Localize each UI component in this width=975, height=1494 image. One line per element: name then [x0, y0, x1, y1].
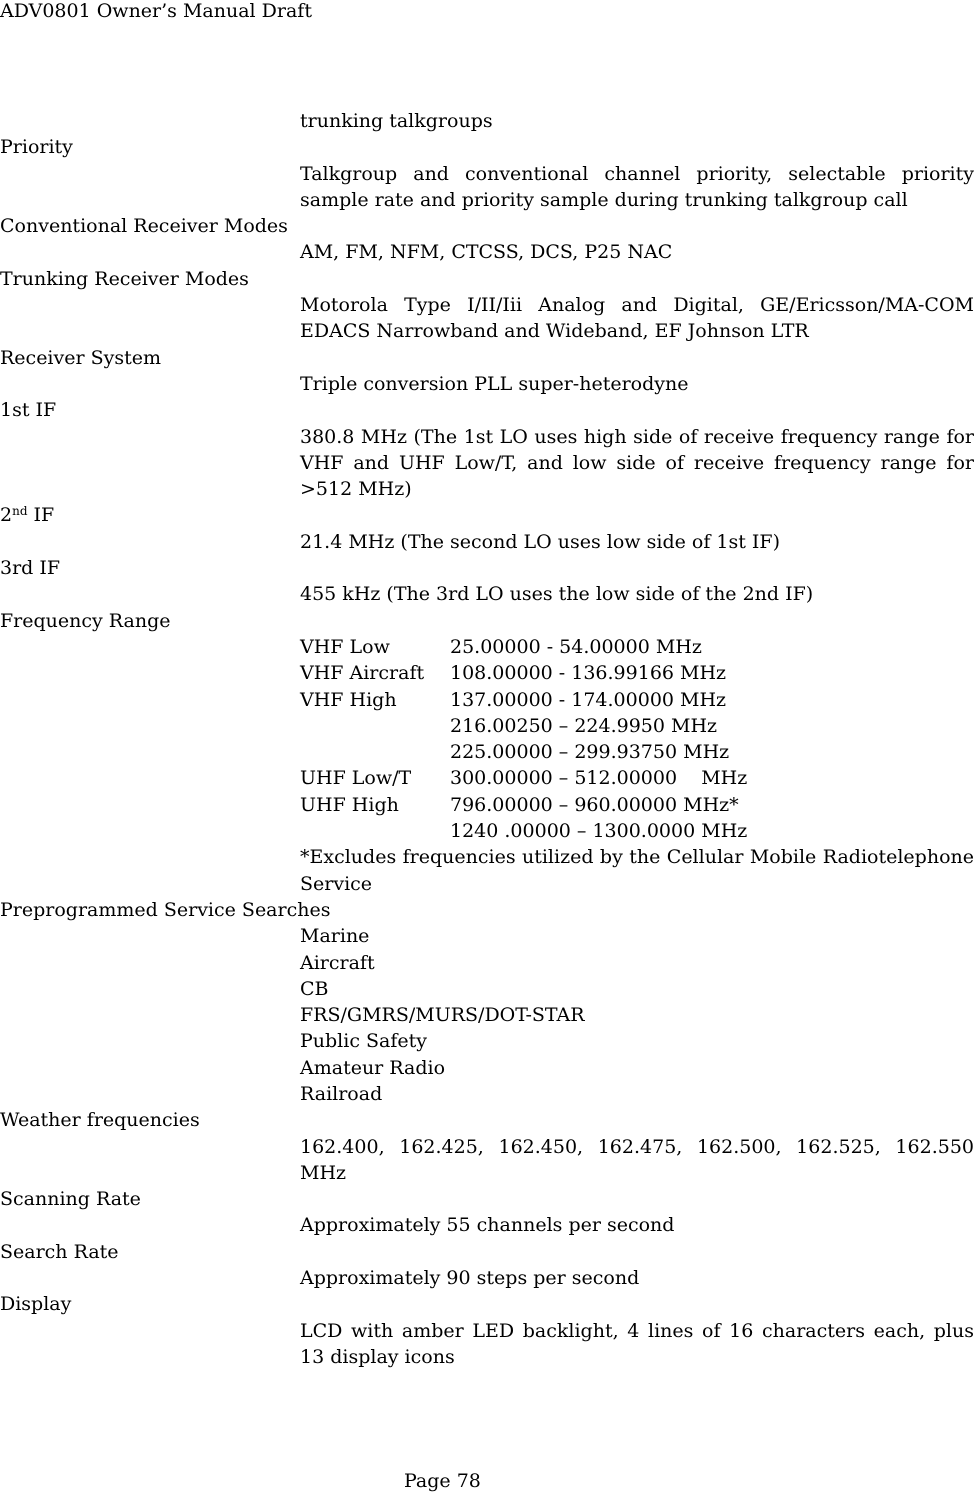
- spec-value-weather: 162.400, 162.425, 162.450, 162.475, 162.500, 162.525, 162.550 MHz: [300, 1135, 974, 1184]
- 2nd-if-suffix: IF: [27, 504, 55, 527]
- frequency-row: [300, 818, 975, 844]
- page-header: ADV0801 Owner’s Manual Draft: [0, 0, 312, 22]
- spec-value-3rd-if: 455 kHz (The 3rd LO uses the low side of the 2nd IF): [300, 583, 814, 606]
- frequency-row: [300, 739, 975, 765]
- spec-label-1st-if: 1st IF: [0, 399, 57, 422]
- spec-label-receiver-system: Receiver System: [0, 346, 162, 369]
- band-name: UHF High: [300, 793, 399, 816]
- band-name: VHF High: [300, 688, 397, 711]
- frequency-row: [300, 765, 975, 791]
- spec-label-3rd-if: 3rd IF: [0, 557, 61, 580]
- spec-value-scanning-rate: Approximately 55 channels per second: [300, 1214, 675, 1237]
- band-range: 796.00000 – 960.00000 MHz*: [450, 793, 739, 816]
- frequency-range-note: *Excludes frequencies utilized by the Cellular Mobile Radiotelephone Service: [300, 846, 974, 895]
- spec-label-service-searches: Preprogrammed Service Searches: [0, 898, 331, 921]
- 2nd-if-ordinal: nd: [12, 504, 28, 519]
- intro-continuation: trunking talkgroups: [300, 110, 493, 132]
- band-range: 225.00000 – 299.93750 MHz: [450, 741, 730, 764]
- frequency-row: [300, 713, 975, 739]
- service-search-list: [0, 923, 975, 1107]
- band-name: VHF Low: [300, 635, 390, 658]
- spec-label-conventional-modes: Conventional Receiver Modes: [0, 215, 288, 238]
- list-item: CB: [300, 977, 329, 1000]
- spec-label-search-rate: Search Rate: [0, 1240, 119, 1263]
- spec-value-trunking-modes: Motorola Type I/II/Iii Analog and Digital, GE/Ericsson/MA-COM EDACS Narrowband and Wideband, EF Johnson LTR: [300, 294, 974, 343]
- frequency-row: [300, 660, 975, 686]
- band-range: 216.00250 – 224.9950 MHz: [450, 714, 718, 737]
- spec-label-display: Display: [0, 1293, 72, 1316]
- frequency-row: [300, 792, 975, 818]
- spec-label-priority: Priority: [0, 136, 73, 159]
- spec-label-trunking-modes: Trunking Receiver Modes: [0, 267, 249, 290]
- frequency-range-table: [0, 634, 975, 844]
- spec-label-2nd-if: [0, 502, 975, 528]
- spec-value-conventional-modes: AM, FM, NFM, CTCSS, DCS, P25 NAC: [300, 241, 673, 264]
- spec-value-search-rate: Approximately 90 steps per second: [300, 1267, 640, 1290]
- spec-label-scanning-rate: Scanning Rate: [0, 1188, 141, 1211]
- band-range: 108.00000 - 136.99166 MHz: [450, 662, 727, 685]
- band-range: 1240 .00000 – 1300.0000 MHz: [450, 820, 748, 843]
- list-item: Marine: [300, 925, 370, 948]
- band-name: [300, 818, 450, 844]
- spec-list: [0, 108, 975, 1370]
- spec-value-receiver-system: Triple conversion PLL super-heterodyne: [300, 372, 689, 395]
- band-name: UHF Low/T: [300, 767, 412, 790]
- page-number: Page 78: [404, 1470, 481, 1492]
- spec-value-priority: Talkgroup and conventional channel priority, selectable priority sample rate and priority sample during trunking talkgroup call: [300, 162, 974, 211]
- list-item: Public Safety: [300, 1030, 428, 1053]
- list-item: Aircraft: [300, 951, 375, 974]
- frequency-row: [300, 687, 975, 713]
- spec-label-weather: Weather frequencies: [0, 1109, 200, 1132]
- spec-value-2nd-if: 21.4 MHz (The second LO uses low side of 1st IF): [300, 530, 781, 553]
- spec-value-display: LCD with amber LED backlight, 4 lines of 16 characters each, plus 13 display icons: [300, 1319, 974, 1368]
- 2nd-if-number: 2: [0, 504, 13, 527]
- band-name: [300, 713, 450, 739]
- band-range: 300.00000 – 512.00000 MHz: [450, 767, 748, 790]
- band-name: [300, 739, 450, 765]
- list-item: FRS/GMRS/MURS/DOT-STAR: [300, 1004, 585, 1027]
- list-item: Amateur Radio: [300, 1056, 446, 1079]
- spec-value-1st-if: 380.8 MHz (The 1st LO uses high side of receive frequency range for VHF and UHF Low/T, and low side of receive frequency range for >512 MHz): [300, 425, 974, 501]
- band-name: VHF Aircraft: [300, 662, 425, 685]
- band-range: 137.00000 - 174.00000 MHz: [450, 688, 727, 711]
- list-item: Railroad: [300, 1082, 383, 1105]
- frequency-row: [300, 634, 975, 660]
- spec-label-frequency-range: Frequency Range: [0, 609, 171, 632]
- band-range: 25.00000 - 54.00000 MHz: [450, 635, 702, 658]
